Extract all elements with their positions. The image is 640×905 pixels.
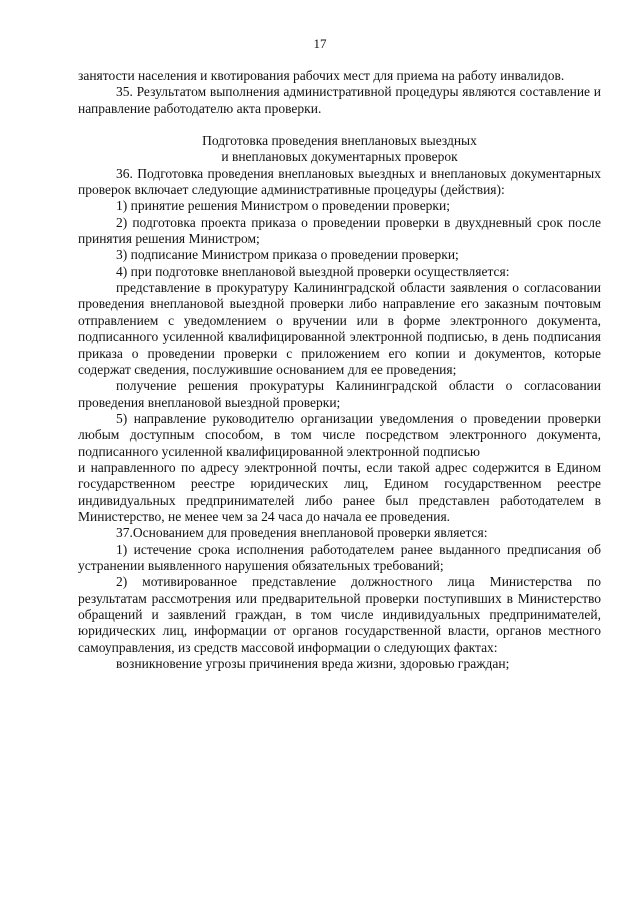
ground-sub-item-threat: возникновение угрозы причинения вреда жизни, здоровью граждан; bbox=[116, 656, 510, 672]
paragraph-37: 37.Основанием для проведения внеплановой проверки является: bbox=[116, 525, 488, 541]
ground-item-1: 1) истечение срока исполнения работодателем ранее выданного предписания об устранении выявленного нарушения обязательных требований; bbox=[78, 541, 601, 573]
ground-item-2: 2) мотивированное представление должностного лица Министерства по результатам рассмотрения или предварительной проверки поступивших в Министерство обращений и заявлений граждан, в том числе индивидуальных предпринимателей, юридических лиц, информации от органов государственной власти, органов местного самоуправления, из средств массовой информации о следующих фактах: bbox=[78, 574, 601, 655]
paragraph-35: 35. Результатом выполнения административной процедуры являются составление и направление работодателю акта проверки. bbox=[78, 84, 601, 116]
section-heading-line-2: и внеплановых документарных проверок bbox=[221, 149, 458, 165]
list-item-3: 3) подписание Министром приказа о проведении проверки; bbox=[116, 247, 459, 263]
sub-item-prosecutor-decision: получение решения прокуратуры Калининградской области о согласовании проведения внеплановой выездной проверки; bbox=[78, 378, 601, 410]
list-item-1: 1) принятие решения Министром о проведении проверки; bbox=[116, 198, 450, 214]
list-item-2: 2) подготовка проекта приказа о проведении проверки в двухдневный срок после принятия решения Министром; bbox=[78, 214, 601, 247]
sub-item-prosecutor-request: представление в прокуратуру Калининградской области заявления о согласовании проведения внеплановой выездной проверки либо направление его заказным почтовым отправлением с уведомлением о вручении или в форме электронного документа, подписанного усиленной квалифицированной электронной подписью, в день подписания приказа о проведении проверки с приложением его копии и документов, которые содержат сведения, послужившие основанием для ее проведения; bbox=[78, 280, 601, 377]
paragraph-continuation: занятости населения и квотирования рабочих мест для приема на работу инвалидов. bbox=[78, 68, 565, 83]
document-body bbox=[78, 68, 601, 672]
section-heading-line-1: Подготовка проведения внеплановых выездных bbox=[202, 133, 477, 149]
list-item-4: 4) при подготовке внеплановой выездной проверки осуществляется: bbox=[116, 263, 510, 279]
section-heading bbox=[78, 133, 601, 166]
list-item-5-continuation: и направленного по адресу электронной почты, если такой адрес содержится в Едином государственном реестре юридических лиц, Едином государственном реестре индивидуальных предпринимателей либо ранее был представлен работодателем в Министерство, не менее чем за 24 часа до начала ее проведения. bbox=[78, 459, 601, 524]
list-item-5: 5) направление руководителю организации уведомления о проведении проверки любым доступным способом, в том числе посредством электронного документа, подписанного усиленной квалифицированной электронной подписью bbox=[78, 410, 601, 459]
paragraph-36: 36. Подготовка проведения внеплановых выездных и внеплановых документарных проверок включает следующие административные процедуры (действия): bbox=[78, 165, 601, 198]
page-number: 17 bbox=[313, 36, 327, 51]
